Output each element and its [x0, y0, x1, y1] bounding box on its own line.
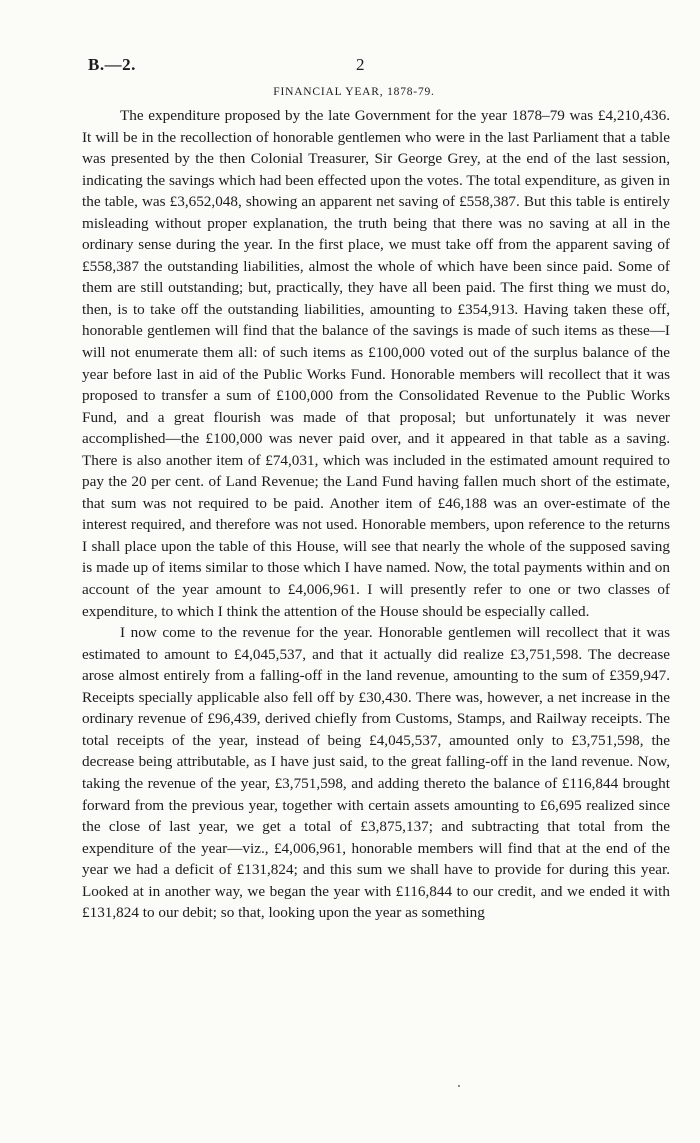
page-number: 2 — [356, 55, 365, 74]
paragraph-revenue: I now come to the revenue for the year. Honorable gentlemen will recollect that it was estimated to amount to £4,045,537, and that it actually did realize £3,751,598. The decrease arose almost entirely from a falling-off in the land revenue, amounting to the sum of £359,947. Receipts specially applicable also fell off by £30,430. There was, however, a net increase in the ordinary revenue of £96,439, derived chiefly from Customs, Stamps, and Railway receipts. The total receipts of the year, instead of being £4,045,537, amounted only to £3,751,598, the decrease being attributable, as I have just said, to the great falling-off in the land revenue. Now, taking the revenue of the year, £3,751,598, and adding thereto the balance of £116,844 brought forward from the previous year, together with certain assets amounting to £6,695 realized since the close of last year, we get a total of £3,875,137; and subtracting that total from the expenditure of the year—viz., £4,006,961, honorable members will find that at the end of the year we had a deficit of £131,824; and this sum we shall have to provide for during this year. Looked at in another way, we began the year with £116,844 to our credit, and we ended it with £131,824 to our debit; so that, looking upon the year as something — [82, 624, 670, 922]
page-speck — [458, 1085, 460, 1087]
page-header — [88, 55, 620, 77]
body-text — [82, 105, 670, 924]
document-reference: B.—2. — [88, 55, 136, 74]
section-title: FINANCIAL YEAR, 1878-79. — [273, 86, 435, 98]
paragraph-expenditure: The expenditure proposed by the late Government for the year 1878–79 was £4,210,436. It will be in the recollection of honorable gentlemen who were in the last Parliament that a table was presented by the then Colonial Treasurer, Sir George Grey, at the end of the last session, indicating the savings which had been effected upon the votes. The total expenditure, as given in the table, was £3,652,048, showing an apparent net saving of £558,387. But this table is entirely misleading without proper explanation, the truth being that there was no saving at all in the ordinary sense during the year. In the first place, we must take off from the apparent saving of £558,387 the outstanding liabilities, almost the whole of which have been since paid. Some of them are still outstanding; but, practically, they have all been paid. The first thing we must do, then, is to take off the outstanding liabilities, amounting to £354,913. Having taken these off, honorable gentlemen will find that the balance of the savings is made of such items as these—I will not enumerate them all: of such items as £100,000 voted out of the surplus balance of the year before last in aid of the Public Works Fund. Honorable members will recollect that it was proposed to transfer a sum of £100,000 from the Consolidated Revenue to the Public Works Fund, and a great flourish was made of that proposal; but unfortunately it was never accomplished—the £100,000 was never paid over, and it appeared in that table as a saving. There is also another item of £74,031, which was included in the estimated amount required to pay the 20 per cent. of Land Revenue; the Land Fund having fallen much short of the estimate, that sum was not required to be paid. Another item of £46,188 was an over-estimate of the interest required, and therefore was not used. Honorable members, upon reference to the returns I shall place upon the table of this House, will see that nearly the whole of the supposed saving is made up of items similar to those which I have named. Now, the total payments within and on account of the year amount to £4,006,961. I will presently refer to one or two classes of expenditure, to which I think the attention of the House should be especially called. — [82, 107, 670, 620]
